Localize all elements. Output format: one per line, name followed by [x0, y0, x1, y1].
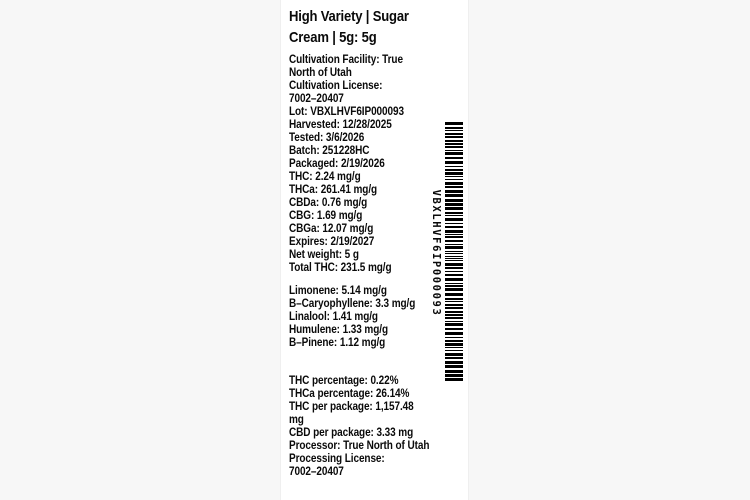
barcode-bar — [445, 323, 463, 326]
barcode-bar — [445, 307, 463, 309]
detail-line: Cultivation License: — [289, 80, 383, 92]
detail-line: Total THC: 231.5 mg/g — [289, 262, 392, 274]
summary-line: Processing License: — [289, 453, 385, 465]
barcode-bar — [445, 321, 463, 322]
barcode-bar — [445, 236, 463, 238]
barcode-bar — [445, 357, 463, 359]
barcode-bar — [445, 203, 463, 206]
barcode-bar — [445, 283, 463, 284]
barcode-bar — [445, 263, 463, 266]
barcode-bar — [445, 317, 463, 319]
barcode-bar — [445, 251, 463, 252]
product-title — [289, 6, 467, 48]
barcode-bar — [445, 246, 463, 249]
barcode-bar — [445, 152, 463, 155]
barcode-bar — [445, 176, 463, 177]
terpene-line: B–Caryophyllene: 3.3 mg/g — [289, 298, 416, 310]
barcode-bar — [445, 133, 463, 135]
barcode-bar — [445, 332, 463, 335]
summary-line: THCa percentage: 26.14% — [289, 388, 410, 400]
terpene-line: Linalool: 1.41 mg/g — [289, 311, 378, 323]
barcode-text-wrap — [429, 122, 443, 383]
barcode-bar — [445, 186, 463, 188]
barcode-bar — [445, 136, 463, 138]
barcode-bar — [445, 223, 463, 224]
summary-line: Processor: True North of Utah — [289, 440, 430, 452]
barcode-bar — [445, 169, 463, 171]
detail-line: Batch: 251228HC — [289, 145, 370, 157]
barcode-bar — [445, 215, 463, 216]
barcode-bar — [445, 271, 463, 272]
barcode-bar — [445, 293, 463, 296]
detail-line: CBG: 1.69 mg/g — [289, 210, 363, 222]
barcode-bar — [445, 212, 463, 214]
terpene-line: B–Pinene: 1.12 mg/g — [289, 337, 386, 349]
barcode-bar — [445, 199, 463, 202]
barcode-bar — [445, 314, 463, 316]
detail-line: Tested: 3/6/2026 — [289, 132, 365, 144]
barcode-bar — [445, 143, 463, 145]
barcode-bar — [445, 179, 463, 180]
barcode-bar — [445, 140, 463, 142]
barcode-bar — [445, 298, 463, 300]
barcode-bar — [445, 278, 463, 281]
barcode-bar — [445, 347, 463, 348]
barcode-bar — [445, 172, 463, 175]
product-label — [280, 0, 469, 500]
barcode-bar — [445, 365, 463, 368]
terpene-line: Limonene: 5.14 mg/g — [289, 285, 387, 297]
barcode-bar — [445, 301, 463, 302]
summary-line: CBD per package: 3.33 mg — [289, 427, 414, 439]
barcode-bar — [445, 343, 463, 346]
detail-line: CBGa: 12.07 mg/g — [289, 223, 374, 235]
summary-line: THC percentage: 0.22% — [289, 375, 399, 387]
barcode-bar — [445, 226, 463, 228]
detail-line: THC: 2.24 mg/g — [289, 171, 361, 183]
detail-line: Net weight: 5 g — [289, 249, 359, 261]
barcode-bar — [445, 207, 463, 210]
detail-line: CBDa: 0.76 mg/g — [289, 197, 368, 209]
product-title-line: Cream | 5g: 5g — [289, 29, 377, 46]
barcode-bar — [445, 182, 463, 185]
barcode-bar — [445, 161, 463, 164]
detail-line: Cultivation Facility: True — [289, 54, 403, 66]
barcode-bar — [445, 146, 463, 148]
detail-line: 7002–20407 — [289, 93, 344, 105]
detail-line: Harvested: 12/28/2025 — [289, 119, 392, 131]
barcode-bar — [445, 218, 463, 221]
barcode-bar — [445, 166, 463, 167]
barcode-bar — [445, 370, 463, 373]
barcode-bar — [445, 240, 463, 242]
barcode-text: VBXLHVF6IP000093 — [430, 189, 442, 316]
detail-line: North of Utah — [289, 67, 352, 79]
barcode-bar — [445, 288, 463, 291]
barcode-bar — [445, 190, 463, 193]
barcode-bar — [445, 256, 463, 257]
barcode-bar — [445, 194, 463, 197]
barcode-bar — [445, 337, 463, 338]
barcode-bar — [445, 285, 463, 287]
barcode — [429, 122, 463, 383]
barcode-bar — [445, 130, 463, 131]
barcode-bar — [445, 253, 463, 254]
barcode-bar — [445, 244, 463, 245]
barcode-bar — [445, 274, 463, 276]
detail-line: Lot: VBXLHVF6IP000093 — [289, 106, 404, 118]
detail-line: THCa: 261.41 mg/g — [289, 184, 378, 196]
barcode-bar — [445, 258, 463, 259]
barcode-bar — [445, 234, 463, 235]
barcode-bar — [445, 157, 463, 159]
summary-line: mg — [289, 414, 304, 426]
barcode-bar — [445, 267, 463, 269]
terpene-line: Humulene: 1.33 mg/g — [289, 324, 388, 336]
barcode-bar — [445, 378, 463, 381]
summary-line: THC per package: 1,157.48 — [289, 401, 414, 413]
barcode-bar — [445, 374, 463, 377]
barcode-bar — [445, 150, 463, 151]
detail-line: Expires: 2/19/2027 — [289, 236, 375, 248]
barcode-bar — [445, 127, 463, 129]
detail-line: Packaged: 2/19/2026 — [289, 158, 385, 170]
barcode-bar — [445, 353, 463, 356]
barcode-bars-icon — [445, 122, 463, 383]
barcode-bar — [445, 340, 463, 342]
summary-section — [289, 375, 467, 479]
barcode-bar — [445, 122, 463, 125]
barcode-bar — [445, 328, 463, 330]
barcode-bar — [445, 260, 463, 261]
barcode-bar — [445, 361, 463, 364]
barcode-bar — [445, 230, 463, 233]
barcode-bar — [445, 350, 463, 351]
summary-line: 7002–20407 — [289, 466, 344, 478]
barcode-bar — [445, 304, 463, 306]
product-title-line: High Variety | Sugar — [289, 8, 409, 25]
barcode-bar — [445, 311, 463, 313]
